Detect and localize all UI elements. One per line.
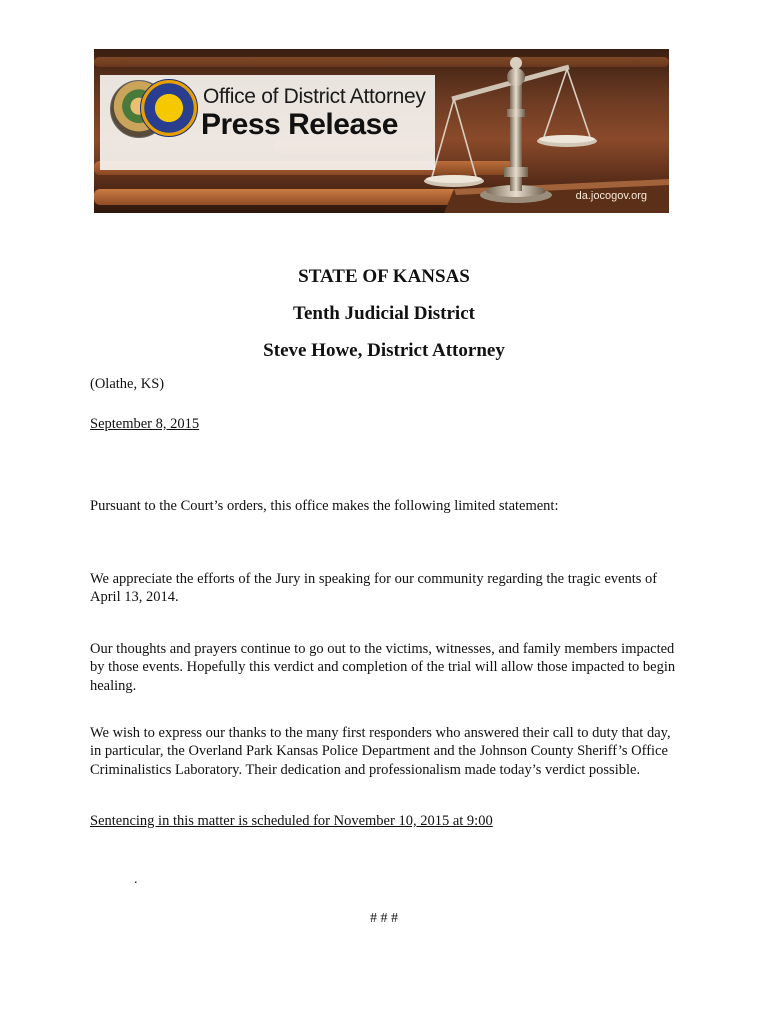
banner-office-title: Office of District Attorney [203,85,426,108]
sentencing-notice: Sentencing in this matter is scheduled for November 10, 2015 at 9:00 [90,813,493,829]
release-date: September 8, 2015 [90,416,200,432]
paragraph-jury-appreciation: We appreciate the efforts of the Jury in speaking for our community regarding the tragic events of April 13, 2014. [90,571,658,606]
stray-period: . [134,872,138,887]
end-of-release-mark: # # # [370,911,398,926]
banner-title-panel [100,75,435,170]
scales-of-justice-icon [424,49,669,213]
banner-press-release-title: Press Release [201,108,398,141]
paragraph-thoughts-prayers: Our thoughts and prayers continue to go out to the victims, witnesses, and family members impacted by those events. Hopefully this verdict and completion of the trial will allow those impacted to begin healing. [90,641,676,694]
paragraph-statement-intro: Pursuant to the Court’s orders, this office makes the following limited statement: [90,498,559,514]
dateline-location: (Olathe, KS) [90,376,165,392]
heading-district: Tenth Judicial District [293,303,475,324]
banner-website-url: da.jocogov.org [575,190,647,202]
paragraph-first-responders: We wish to express our thanks to the many first responders who answered their call to duty that day, in particular, the Overland Park Kansas Police Department and the Johnson County Sheriff’s Office Criminalistics Laboratory. Their dedication and professionalism made today’s verdict possible. [90,725,671,778]
sunflower-seal-icon [140,79,198,137]
heading-attorney: Steve Howe, District Attorney [263,340,505,361]
heading-state: STATE OF KANSAS [298,266,470,287]
press-release-banner [94,49,669,213]
